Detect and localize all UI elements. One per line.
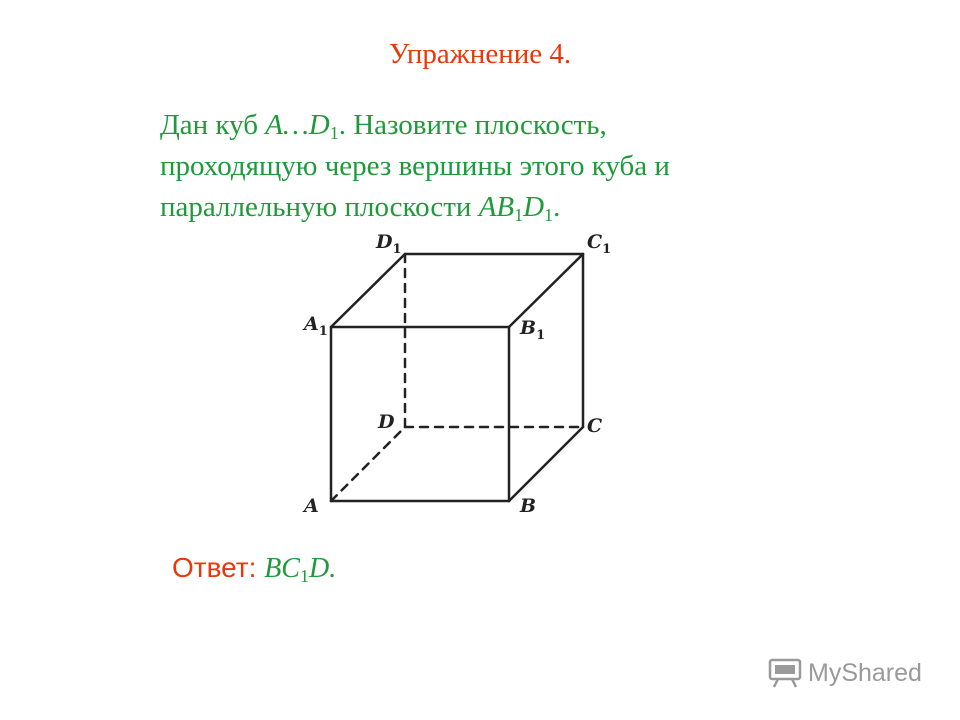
problem-line-2: проходящую через вершины этого куба и [160,150,670,182]
watermark-text: MyShared [808,658,922,687]
answer-value-suffix: . [329,553,337,584]
given-plane-part-2: D [523,191,545,223]
edge-A1D1 [331,254,405,327]
given-plane-sub-1: 1 [514,205,524,225]
cube-name: A…D [265,109,330,141]
problem-line-1-prefix: Дан куб [160,109,266,141]
problem-line-3-suffix: . [553,191,561,223]
vertex-label-B: B [520,495,537,517]
edge-AD-hidden [331,427,405,501]
answer-value [264,553,336,584]
answer-value-part-2: D [308,553,330,584]
vertex-label-D1: $D_1$ [376,231,402,257]
exercise-title: Упражнение 4. [388,38,572,70]
vertex-label-B1: $B_1$ [520,317,546,343]
given-plane-part-1: AB [478,191,515,223]
problem-statement [160,105,780,228]
answer-value-part-1: BC [264,553,300,584]
problem-line-1-suffix: . Назовите плоскость, [338,109,607,141]
presentation-board-icon [768,658,802,688]
answer-label: Ответ: [172,552,265,583]
problem-line-1 [160,105,780,146]
problem-line-3-prefix: параллельную плоскости [160,191,479,223]
vertex-label-A: A [304,495,319,517]
vertex-label-C1: $C_1$ [587,231,612,257]
cube-name-subscript: 1 [329,123,339,143]
watermark [768,655,922,691]
cube-diagram [290,218,640,528]
vertex-label-A1: $A_1$ [304,313,328,339]
vertex-label-C: C [587,415,603,437]
answer-value-subscript: 1 [299,566,309,586]
vertex-label-D: D [378,411,395,433]
answer [172,552,336,585]
edge-BC [509,427,583,501]
given-plane-sub-2: 1 [544,205,554,225]
